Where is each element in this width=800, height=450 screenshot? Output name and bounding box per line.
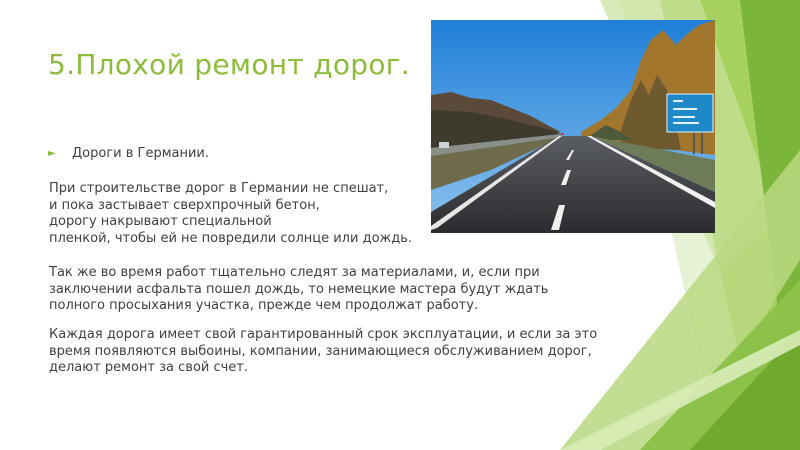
highway-photo	[431, 20, 715, 233]
paragraph-warranty	[49, 327, 619, 377]
slide-title: 5.Плохой ремонт дорог.	[48, 48, 410, 81]
triangle-arrow-right-icon: ►	[48, 148, 56, 159]
bullet-item	[48, 146, 209, 161]
bullet-text: Дороги в Германии.	[72, 146, 210, 161]
paragraph-line: Каждая дорога имеет свой гарантированный срок эксплуатации, и если за это	[49, 327, 598, 342]
paragraph-materials	[49, 265, 619, 315]
paragraph-line: дорогу накрывают специальной	[49, 214, 272, 229]
paragraph-line: заключении асфальта пошел дождь, то немецкие мастера будут ждать	[49, 281, 549, 297]
paragraph-line: полного просыхания участка, прежде чем продолжат работу.	[49, 298, 479, 313]
paragraph-line: и пока застывает сверхпрочный бетон,	[49, 197, 320, 213]
paragraph-line: делают ремонт за свой счет.	[49, 360, 249, 375]
paragraph-line: Так же во время работ тщательно следят за материалами, и, если при	[49, 265, 540, 280]
paragraph-line: пленкой, чтобы ей не повредили солнце или дождь.	[49, 230, 413, 246]
paragraph-line: время появляются выбоины, компании, занимающиеся обслуживанием дорог,	[49, 343, 592, 359]
paragraph-line: При строительстве дорог в Германии не спешат,	[49, 181, 389, 196]
